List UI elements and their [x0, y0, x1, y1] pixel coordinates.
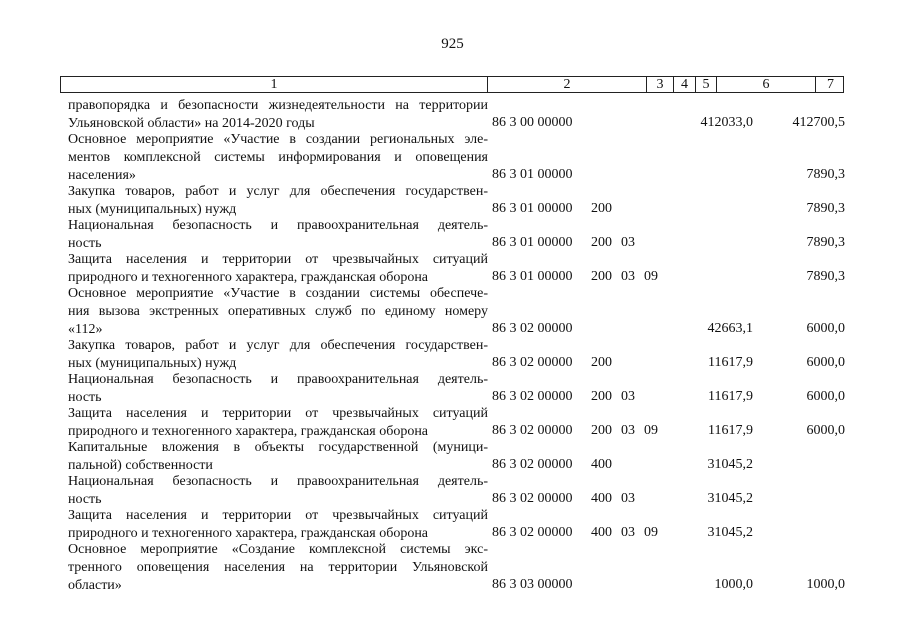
- table-row: [0, 541, 905, 595]
- row-code: 86 3 00 00000: [492, 115, 573, 130]
- row-col-6: 11617,9: [708, 355, 753, 370]
- description-line: Ульяновской области» на 2014-2020 годы: [68, 116, 315, 131]
- row-col-7: 7890,3: [806, 201, 845, 216]
- row-col-7: 6000,0: [806, 321, 845, 336]
- row-code: 86 3 01 00000: [492, 235, 573, 250]
- description-line: Основное мероприятие «Участие в создании системы обеспече-: [68, 286, 488, 301]
- header-col-4: 4: [673, 77, 695, 92]
- row-code: 86 3 02 00000: [492, 355, 573, 370]
- row-description: [68, 183, 488, 219]
- row-col-7: 6000,0: [806, 389, 845, 404]
- description-line: Капитальные вложения в объекты государственной (муници-: [68, 440, 488, 455]
- header-col-5: 5: [695, 77, 716, 92]
- row-code: 86 3 02 00000: [492, 423, 573, 438]
- header-col-2: 2: [487, 77, 646, 92]
- row-col-3: 200: [591, 235, 612, 250]
- row-col-7: 7890,3: [806, 235, 845, 250]
- table-row: [0, 217, 905, 253]
- row-description: [68, 541, 488, 595]
- row-code: 86 3 02 00000: [492, 389, 573, 404]
- row-col-3: 200: [591, 423, 612, 438]
- page-number: 925: [441, 36, 464, 52]
- row-col-6: 11617,9: [708, 423, 753, 438]
- description-line: Основное мероприятие «Участие в создании региональных эле-: [68, 132, 488, 147]
- description-line: пальной) собственности: [68, 458, 213, 473]
- row-code: 86 3 02 00000: [492, 457, 573, 472]
- description-line: ность: [68, 492, 102, 507]
- row-col-7: 412700,5: [792, 115, 845, 130]
- description-line: Защита населения и территории от чрезвычайных ситуаций: [68, 508, 488, 523]
- row-col-4: 03: [621, 269, 635, 284]
- row-col-3: 400: [591, 457, 612, 472]
- description-line: ния вызова экстренных оперативных служб по единому номеру: [68, 304, 488, 319]
- table-row: [0, 131, 905, 185]
- row-code: 86 3 01 00000: [492, 167, 573, 182]
- table-row: [0, 251, 905, 287]
- table-row: [0, 507, 905, 543]
- row-col-3: 400: [591, 491, 612, 506]
- description-line: ность: [68, 390, 102, 405]
- row-col-3: 200: [591, 389, 612, 404]
- row-col-5: 09: [644, 423, 658, 438]
- table-row: [0, 473, 905, 509]
- description-line: тренного оповещения населения на территории Ульяновской: [68, 560, 488, 575]
- description-line: населения»: [68, 168, 136, 183]
- header-col-1: 1: [270, 77, 278, 92]
- row-col-3: 400: [591, 525, 612, 540]
- row-code: 86 3 02 00000: [492, 525, 573, 540]
- row-col-6: 1000,0: [714, 577, 753, 592]
- row-col-6: 31045,2: [707, 491, 753, 506]
- row-description: [68, 97, 488, 133]
- row-description: [68, 285, 488, 339]
- row-description: [68, 217, 488, 253]
- row-col-4: 03: [621, 389, 635, 404]
- description-line: ных (муниципальных) нужд: [68, 202, 237, 217]
- header-col-7: 7: [815, 77, 845, 92]
- description-line: Основное мероприятие «Создание комплексной системы экс-: [68, 542, 488, 557]
- table-header: [60, 76, 844, 93]
- description-line: «112»: [68, 322, 103, 337]
- row-code: 86 3 01 00000: [492, 269, 573, 284]
- description-line: природного и техногенного характера, гражданская оборона: [68, 424, 429, 439]
- row-description: [68, 439, 488, 475]
- description-line: Защита населения и территории от чрезвычайных ситуаций: [68, 252, 488, 267]
- description-line: ных (муниципальных) нужд: [68, 356, 237, 371]
- row-col-4: 03: [621, 423, 635, 438]
- row-col-3: 200: [591, 355, 612, 370]
- description-line: природного и техногенного характера, гражданская оборона: [68, 270, 429, 285]
- description-line: Защита населения и территории от чрезвычайных ситуаций: [68, 406, 488, 421]
- description-line: ность: [68, 236, 102, 251]
- row-description: [68, 473, 488, 509]
- table-row: [0, 183, 905, 219]
- row-code: 86 3 03 00000: [492, 577, 573, 592]
- row-col-6: 42663,1: [707, 321, 753, 336]
- row-col-6: 31045,2: [707, 525, 753, 540]
- row-col-3: 200: [591, 269, 612, 284]
- description-line: Национальная безопасность и правоохранительная деятель-: [68, 218, 488, 233]
- row-col-4: 03: [621, 235, 635, 250]
- row-col-7: 7890,3: [806, 269, 845, 284]
- table-row: [0, 371, 905, 407]
- row-description: [68, 251, 488, 287]
- row-code: 86 3 02 00000: [492, 321, 573, 336]
- row-description: [68, 507, 488, 543]
- description-line: Национальная безопасность и правоохранительная деятель-: [68, 474, 488, 489]
- row-col-6: 11617,9: [708, 389, 753, 404]
- description-line: области»: [68, 578, 122, 593]
- row-col-4: 03: [621, 491, 635, 506]
- description-line: ментов комплексной системы информирования и оповещения: [68, 150, 488, 165]
- header-col-6: 6: [716, 77, 815, 92]
- header-col-3: 3: [646, 77, 673, 92]
- row-col-6: 412033,0: [700, 115, 753, 130]
- description-line: Закупка товаров, работ и услуг для обеспечения государствен-: [68, 184, 488, 199]
- row-code: 86 3 02 00000: [492, 491, 573, 506]
- description-line: правопорядка и безопасности жизнедеятельности на территории: [68, 98, 488, 113]
- table-row: [0, 97, 905, 133]
- table-row: [0, 337, 905, 373]
- row-description: [68, 131, 488, 185]
- row-code: 86 3 01 00000: [492, 201, 573, 216]
- description-line: Закупка товаров, работ и услуг для обеспечения государствен-: [68, 338, 488, 353]
- table-row: [0, 285, 905, 339]
- description-line: Национальная безопасность и правоохранительная деятель-: [68, 372, 488, 387]
- row-col-3: 200: [591, 201, 612, 216]
- row-description: [68, 337, 488, 373]
- row-col-7: 6000,0: [806, 355, 845, 370]
- row-col-5: 09: [644, 269, 658, 284]
- row-description: [68, 405, 488, 441]
- description-line: природного и техногенного характера, гражданская оборона: [68, 526, 429, 541]
- row-col-4: 03: [621, 525, 635, 540]
- row-col-7: 7890,3: [806, 167, 845, 182]
- table-row: [0, 439, 905, 475]
- table-row: [0, 405, 905, 441]
- row-col-6: 31045,2: [707, 457, 753, 472]
- row-description: [68, 371, 488, 407]
- row-col-5: 09: [644, 525, 658, 540]
- row-col-7: 1000,0: [806, 577, 845, 592]
- row-col-7: 6000,0: [806, 423, 845, 438]
